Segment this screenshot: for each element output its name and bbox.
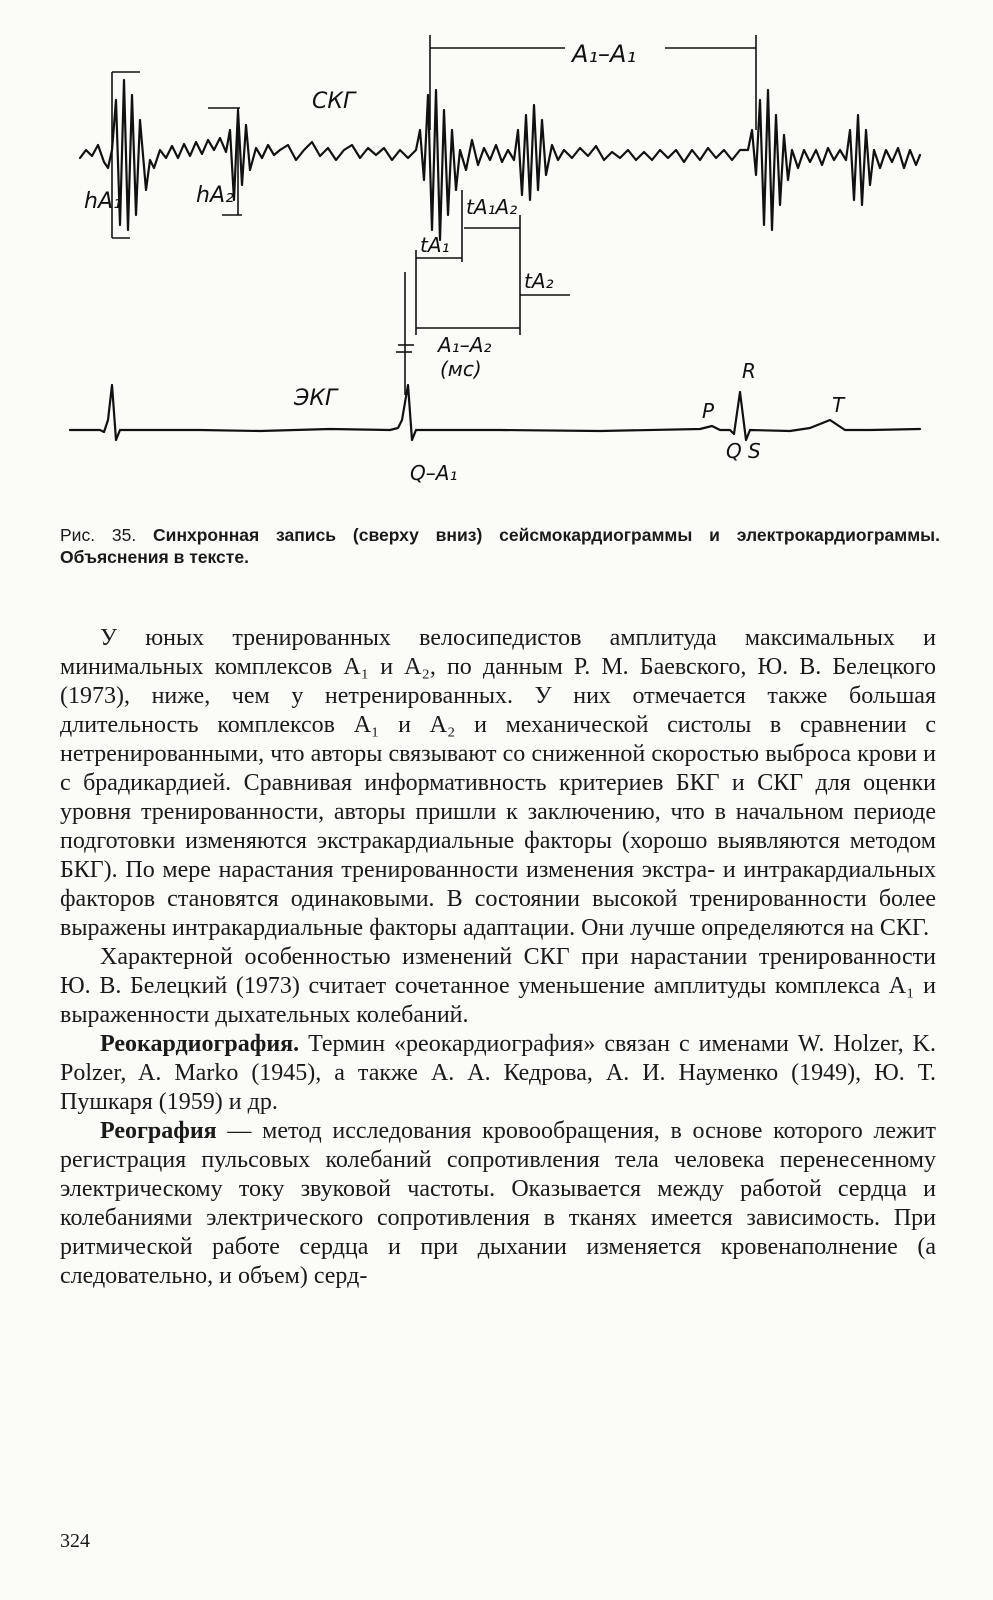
label-ms: (мс) — [440, 357, 482, 381]
label-ekg: ЭКГ — [294, 386, 338, 411]
label-r: R — [742, 359, 756, 383]
label-q-a1: Q–A₁ — [410, 461, 458, 485]
paragraph — [60, 943, 936, 1030]
label-ta2: tA₂ — [524, 269, 554, 293]
ecg-trace — [70, 385, 920, 440]
label-ha2: hA₂ — [196, 183, 234, 208]
paragraph-text: Термин «реокардиография» связан с именами W. Holzer, K. Polzer, A. Marko (1945), а также А. А. Кедрова, А. И. Науменко (1949), Ю. Т. Пушкаря (1959) и др. — [60, 1031, 936, 1115]
paragraph-term: Реография — [100, 1118, 217, 1144]
label-ta1a2: tA₁A₂ — [466, 195, 518, 219]
body-text — [60, 624, 936, 1291]
label-q: Q — [726, 439, 742, 463]
label-ha1: hA₁ — [84, 189, 122, 214]
label-t: T — [832, 393, 845, 417]
label-a1-a1: A₁–A₁ — [572, 40, 637, 68]
paragraph-text: Характерной особенностью изменений СКГ при нарастании тренированности Ю. В. Белецкий (1973) считает сочетанное уменьшение амплитуды комплекса A₁ и выраженности дыхательных колебаний. — [60, 944, 936, 1028]
paragraph-text: — метод исследования кровообращения, в основе которого лежит регистрация пульсовых колебаний сопротивления тела человека перенесенному электрическому току звуковой частоты. Оказывается между работой сердца и колебаниями электрического сопротивления в тканях имеется зависимость. При ритмической работе сердца и при дыхании изменяется кровенаполнение (а следовательно, и объем) серд- — [60, 1118, 936, 1289]
caption-label: Рис. 35. — [60, 525, 137, 545]
paragraph — [60, 1117, 936, 1291]
scg-ecg-diagram — [0, 0, 993, 520]
figure — [0, 0, 993, 520]
label-s: S — [748, 439, 761, 463]
page-number: 324 — [60, 1530, 90, 1552]
paragraph-term: Реокардиография. — [100, 1031, 300, 1057]
label-ta1: tA₁ — [420, 233, 450, 257]
paragraph — [60, 1030, 936, 1117]
paragraph — [60, 624, 936, 943]
label-skg: СКГ — [312, 89, 356, 114]
caption-text: Синхронная запись (сверху вниз) сейсмокардиограммы и электрокардиограммы. Объяснения в тексте. — [60, 525, 940, 567]
label-p: P — [702, 399, 715, 423]
label-a1-a2: A₁–A₂ — [438, 333, 492, 357]
figure-caption — [60, 524, 940, 568]
paragraph-text: У юных тренированных велосипедистов амплитуда максимальных и минимальных комплексов A₁ и A₂, по данным Р. М. Баевского, Ю. В. Белецкого (1973), ниже, чем у нетренированных. У них отмечается также большая длительность комплексов A₁ и A₂ и механической систолы в сравнении с нетренированными, что авторы связывают со сниженной скоростью выброса крови и с брадикардией. Сравнивая информативность критериев БКГ и СКГ для оценки уровня тренированности, авторы пришли к заключению, что в начальном периоде подготовки изменяются экстракардиальные факторы (хорошо выявляются методом БКГ). По мере нарастания тренированности изменения экстра- и интракардиальных факторов становятся одинаковыми. В состоянии высокой тренированности более выражены интракардиальные факторы адаптации. Они лучше определяются на СКГ. — [60, 625, 936, 941]
